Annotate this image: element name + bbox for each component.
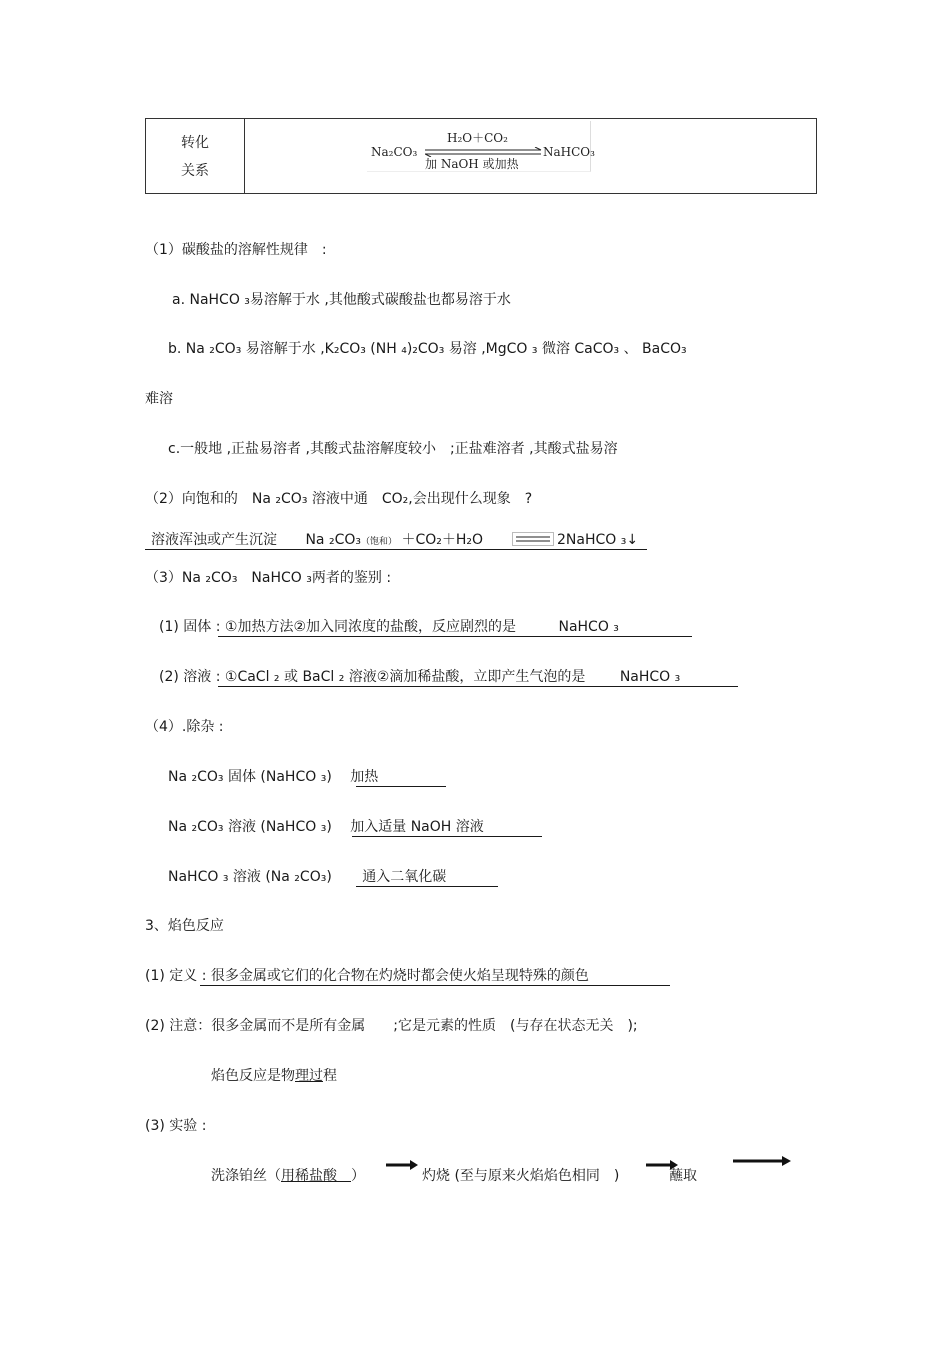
flame-def [145,966,589,986]
s3-liquid-b: ①CaCl ₂ 或 BaCl ₂ 溶液②滴加稀盐酸，立即产生气泡的是 [224,669,586,685]
flame-exp-1c: ） [351,1168,365,1184]
s4-row1-b: 加热 [350,769,379,785]
s3-solid-underline [218,636,692,637]
s4-row3 [168,867,446,887]
conversion-table [145,118,817,194]
s3-liquid-underline [218,686,738,687]
flame-title: 3、焰色反应 [145,918,224,934]
s4-title: （4）.除杂 : [145,719,224,735]
s1-rule-a: a. NaHCO ₃易溶解于水 ,其他酸式碳酸盐也都易溶于水 [172,292,511,308]
s3-liquid [159,667,680,687]
table-divider [244,119,245,193]
s1-title: （1）碳酸盐的溶解性规律 : [145,242,327,258]
eq-bottom: 加 NaOH 或加热 [425,157,519,171]
table-label-line2: 关系 [181,163,209,179]
flame-exp-step2: 灼烧 (至与原来火焰焰色相同 ) [422,1168,620,1184]
eq-left: Na₂CO₃ [371,145,418,159]
s3-liquid-c: NaHCO ₃ [619,669,681,685]
flame-note-b [211,1066,337,1086]
flame-exp-step1 [211,1166,365,1186]
s4-row2-underline [352,836,542,837]
s4-row3-b: 通入二氧化碳 [362,869,447,885]
arrow-right-icon [386,1158,418,1172]
flame-note-b2: 理过 [295,1068,323,1084]
flame-note-b3: 程 [323,1068,337,1084]
s2-answer-b: Na ₂CO₃ [305,532,361,548]
eq-top: H₂O＋CO₂ [447,131,508,145]
s4-row3-underline [356,886,498,887]
s2-answer-a: 溶液浑浊或产生沉淀 [151,532,277,548]
conversion-equation [367,121,595,172]
flame-def-underline [200,985,670,986]
s1-rule-b: b. Na ₂CO₃ 易溶解于水 ,K₂CO₃ (NH ₄)₂CO₃ 易溶 ,MgCO ₃ 微溶 CaCO₃ 、 BaCO₃ [168,341,687,357]
equals-sign-icon [512,532,554,546]
s4-row2 [168,817,484,837]
s4-row2-b: 加入适量 NaOH 溶液 [350,819,484,835]
s2-title: （2）向饱和的 Na ₂CO₃ 溶液中通 CO₂,会出现什么现象 ? [145,491,533,507]
s2-answer-c: （饱和） [360,537,397,547]
s3-title: （3）Na ₂CO₃ NaHCO ₃两者的鉴别 : [145,570,392,586]
s3-solid-a: (1) 固体 : [159,619,221,635]
table-label [146,129,244,185]
flame-exp-step3: 蘸取 [669,1168,697,1184]
s4-row1-underline [356,786,446,787]
s1-rule-b-cont: 难溶 [145,391,173,407]
flame-def-b: 很多金属或它们的化合物在灼烧时都会使火焰呈现特殊的颜色 [210,968,589,984]
s2-answer-d: ＋CO₂＋H₂O [401,532,484,548]
s3-solid-c: NaHCO ₃ [558,619,619,635]
flame-exp-1b: 用稀盐酸 [281,1168,337,1184]
flame-exp-title: (3) 实验 : [145,1118,207,1134]
s1-rule-c: c.一般地 ,正盐易溶者 ,其酸式盐溶解度较小 ;正盐难溶者 ,其酸式盐易溶 [168,441,618,457]
flame-def-a: (1) 定义 : [145,968,207,984]
s4-row1-a: Na ₂CO₃ 固体 (NaHCO ₃) [168,769,332,785]
s4-row1 [168,767,378,787]
eq-right: NaHCO₃ [543,145,595,159]
s3-solid-b: ①加热方法②加入同浓度的盐酸，反应剧烈的是 [224,619,517,635]
flame-note-b1: 焰色反应是物 [211,1068,295,1084]
s2-answer-e: 2NaHCO ₃↓ [557,532,639,548]
flame-exp-1a: 洗涤铂丝（ [211,1168,281,1184]
arrow-right-icon-long [733,1154,791,1168]
s4-row2-a: Na ₂CO₃ 溶液 (NaHCO ₃) [168,819,332,835]
flame-note-a: (2) 注意：很多金属而不是所有金属 ;它是元素的性质 (与存在状态无关 ); [145,1018,638,1034]
s3-solid [159,617,619,637]
s4-row3-a: NaHCO ₃ 溶液 (Na ₂CO₃) [168,869,332,885]
s3-liquid-a: (2) 溶液 : [159,669,221,685]
table-label-line1: 转化 [181,135,209,151]
s2-underline [145,549,647,550]
